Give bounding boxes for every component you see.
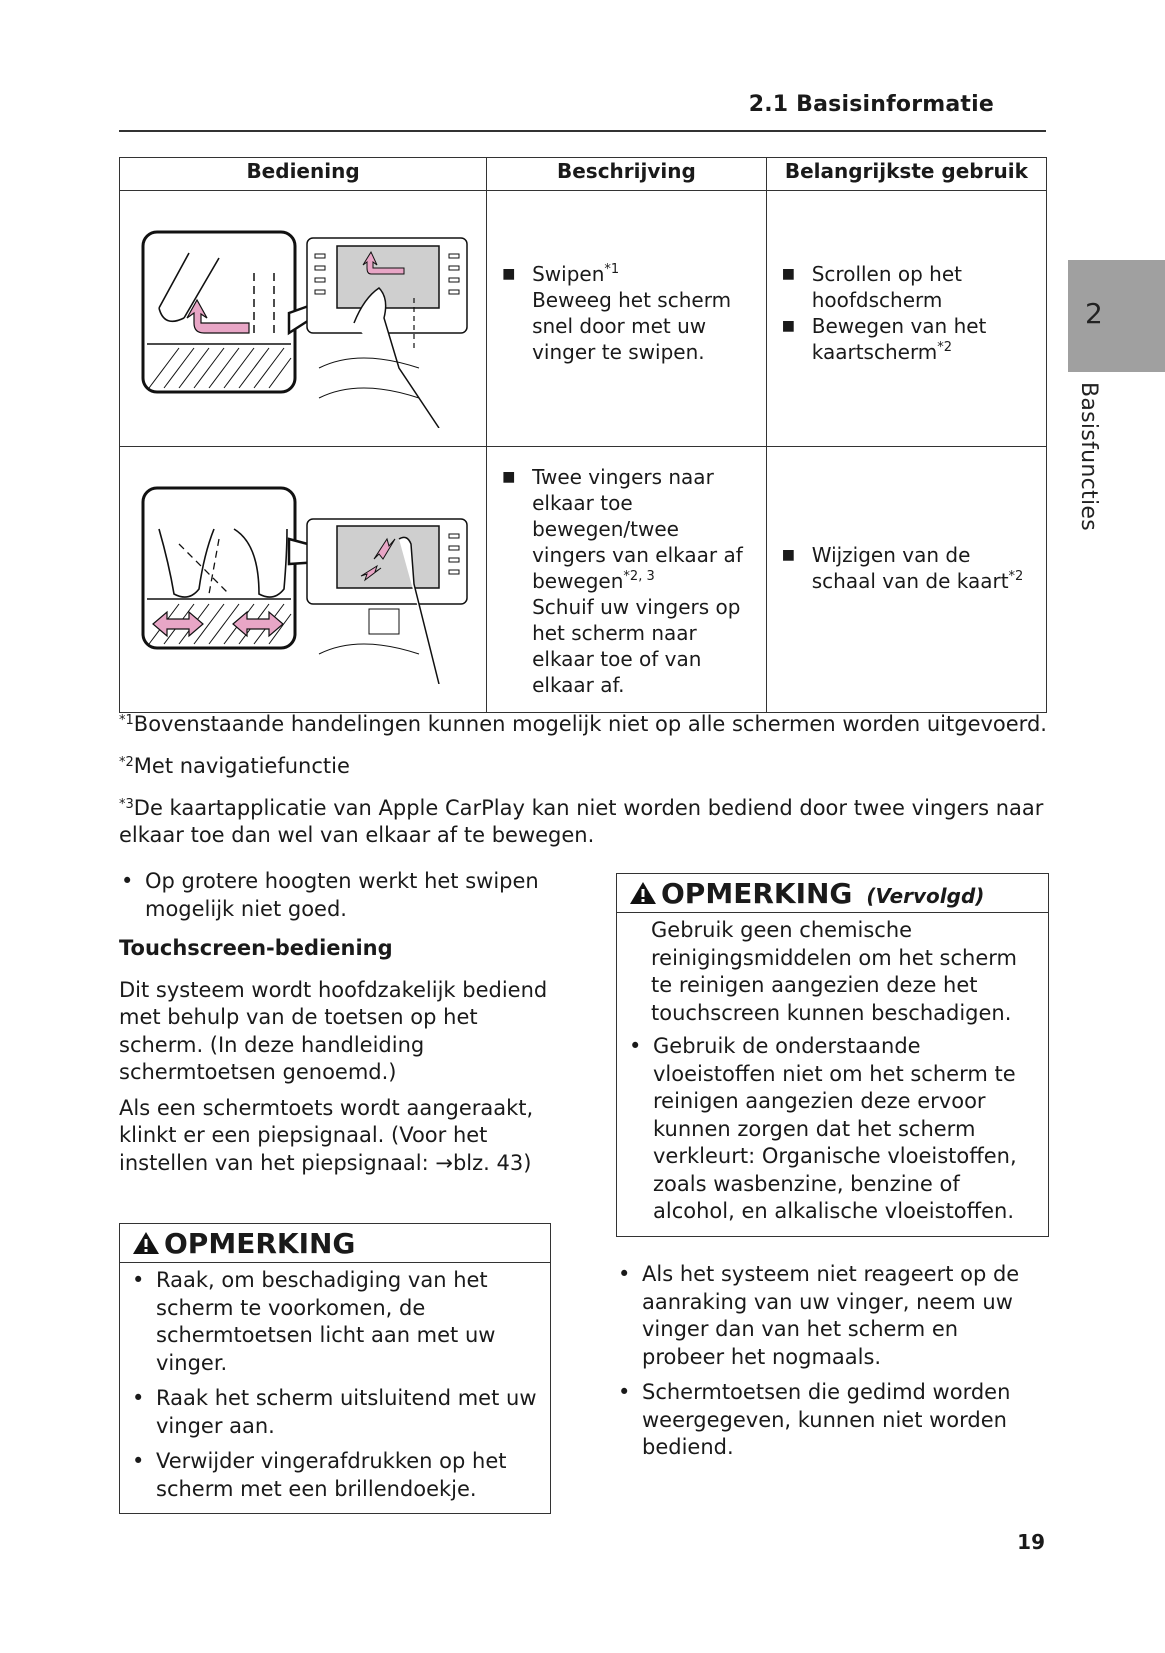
- footnote: [119, 711, 1049, 738]
- footnote-text: De kaartapplicatie van Apple CarPlay kan niet worden bediend door twee vingers naar elkaar toe dan wel van elkaar af te bewegen.: [119, 796, 1044, 847]
- pinch-gesture-illustration: [139, 484, 469, 684]
- usage-item: Bewegen van het kaartscherm: [811, 314, 987, 364]
- title-rule: [119, 130, 1046, 132]
- altitude-note: Op grotere hoogten werkt het swipen mogelijk niet goed.: [145, 869, 539, 921]
- square-bullet-icon: ■: [502, 266, 516, 282]
- notice-box: [119, 1223, 551, 1514]
- footnote-text: Met navigatiefunctie: [133, 754, 350, 778]
- head-unit-display: [307, 238, 467, 428]
- notice-item: Verwijder vingerafdrukken op het scherm met een brillendoekje.: [156, 1449, 507, 1501]
- usage-item: Scrollen op het hoofdscherm: [811, 262, 963, 312]
- usage-cell: [766, 447, 1046, 713]
- continued-label: (Vervolgd): [866, 884, 985, 908]
- table-row: [120, 191, 1047, 447]
- operations-table: [119, 157, 1047, 713]
- gesture-name: Swipen: [532, 262, 605, 286]
- footnote-ref: *2: [937, 340, 953, 355]
- gesture-name: Twee vingers naar elkaar toe bewegen/twee vingers van elkaar af bewegen: [532, 465, 743, 593]
- usage-item: Wijzigen van de schaal van de kaart: [811, 543, 1009, 593]
- notice-header: [120, 1224, 550, 1263]
- footnote-mark: *2: [119, 755, 134, 770]
- footnote: [119, 753, 1049, 780]
- table-header-gebruik: Belangrijkste gebruik: [766, 158, 1046, 191]
- bullet-dot-icon: •: [132, 1268, 145, 1292]
- bullet-dot-icon: •: [132, 1386, 145, 1410]
- head-unit-display: [307, 519, 467, 684]
- square-bullet-icon: ■: [781, 547, 795, 563]
- footnote-text: Bovenstaande handelingen kunnen mogelijk niet op alle schermen worden uitgevoerd.: [133, 712, 1047, 736]
- square-bullet-icon: ■: [781, 266, 795, 282]
- chapter-label: Basisfuncties: [1076, 382, 1101, 531]
- table-header-bediening: Bediening: [120, 158, 487, 191]
- table-row: [120, 447, 1047, 713]
- notice-title: OPMERKING: [164, 1226, 356, 1260]
- description-cell: [487, 447, 767, 713]
- section-title: 2.1 Basisinformatie: [748, 92, 994, 117]
- bullet-dot-icon: •: [618, 1262, 631, 1286]
- footnote-mark: *1: [119, 713, 134, 728]
- notice-item: Raak, om beschadiging van het scherm te voorkomen, de schermtoetsen licht aan met uw vinger.: [156, 1268, 496, 1375]
- bullet-dot-icon: •: [132, 1449, 145, 1473]
- footnote-mark: *3: [119, 797, 134, 812]
- footnote-ref: *2: [1008, 569, 1024, 584]
- table-header-beschrijving: Beschrijving: [487, 158, 767, 191]
- footnote-ref: *1: [604, 262, 620, 277]
- chapter-tab: [1068, 260, 1165, 372]
- swipe-gesture-illustration: [139, 228, 469, 428]
- warning-icon: [629, 881, 657, 905]
- operation-cell: [120, 191, 487, 447]
- paragraph: Dit systeem wordt hoofdzakelijk bediend met behulp van de toetsen op het scherm. (In deze handleiding schermtoetsen genoemd.): [119, 977, 548, 1084]
- bullet-dot-icon: •: [121, 869, 134, 893]
- square-bullet-icon: ■: [781, 318, 795, 334]
- bullet-dot-icon: •: [629, 1034, 642, 1058]
- notice-item: Raak het scherm uitsluitend met uw vinger aan.: [156, 1386, 537, 1438]
- info-bullet: Schermtoetsen die gedimd worden weergegeven, kunnen niet worden bediend.: [642, 1380, 1011, 1459]
- usage-cell: [766, 191, 1046, 447]
- info-bullet: Als het systeem niet reageert op de aanraking van uw vinger, neem uw vinger dan van het scherm en probeer het nogmaals.: [642, 1262, 1020, 1369]
- notice-lead-text: Gebruik geen chemische reinigingsmiddelen om het scherm te reinigen aangezien deze het touchscreen kunnen beschadigen.: [651, 918, 1017, 1025]
- notice-item: Gebruik de onderstaande vloeistoffen niet om het scherm te reinigen aangezien deze ervoor kunnen zorgen dat het scherm verkleurt: Organische vloeistoffen, zoals wasbenzine, benzine of alcohol, en alkalische vloeistoffen.: [653, 1034, 1017, 1223]
- description-cell: [487, 191, 767, 447]
- notice-title: OPMERKING: [661, 876, 853, 910]
- notice-box-continued: [616, 873, 1049, 1237]
- subheading: Touchscreen-bediening: [119, 936, 393, 960]
- gesture-description: Beweeg het scherm snel door met uw vinger te swipen.: [532, 288, 732, 364]
- paragraph: Als een schermtoets wordt aangeraakt, klinkt er een piepsignaal. (Voor het instellen van het piepsignaal: →blz. 43): [119, 1095, 534, 1175]
- notice-header: [617, 874, 1048, 913]
- square-bullet-icon: ■: [502, 469, 516, 485]
- footnote: [119, 795, 1049, 849]
- operation-cell: [120, 447, 487, 713]
- footnote-ref: *2, 3: [623, 569, 655, 584]
- gesture-description: Schuif uw vingers op het scherm naar elkaar toe of van elkaar af.: [532, 595, 741, 697]
- warning-icon: [132, 1231, 160, 1255]
- left-column: [119, 868, 549, 1177]
- right-column-bullets: [616, 1261, 1046, 1470]
- chapter-number: 2: [1085, 297, 1103, 330]
- bullet-dot-icon: •: [618, 1380, 631, 1404]
- page-number: 19: [1017, 1530, 1045, 1554]
